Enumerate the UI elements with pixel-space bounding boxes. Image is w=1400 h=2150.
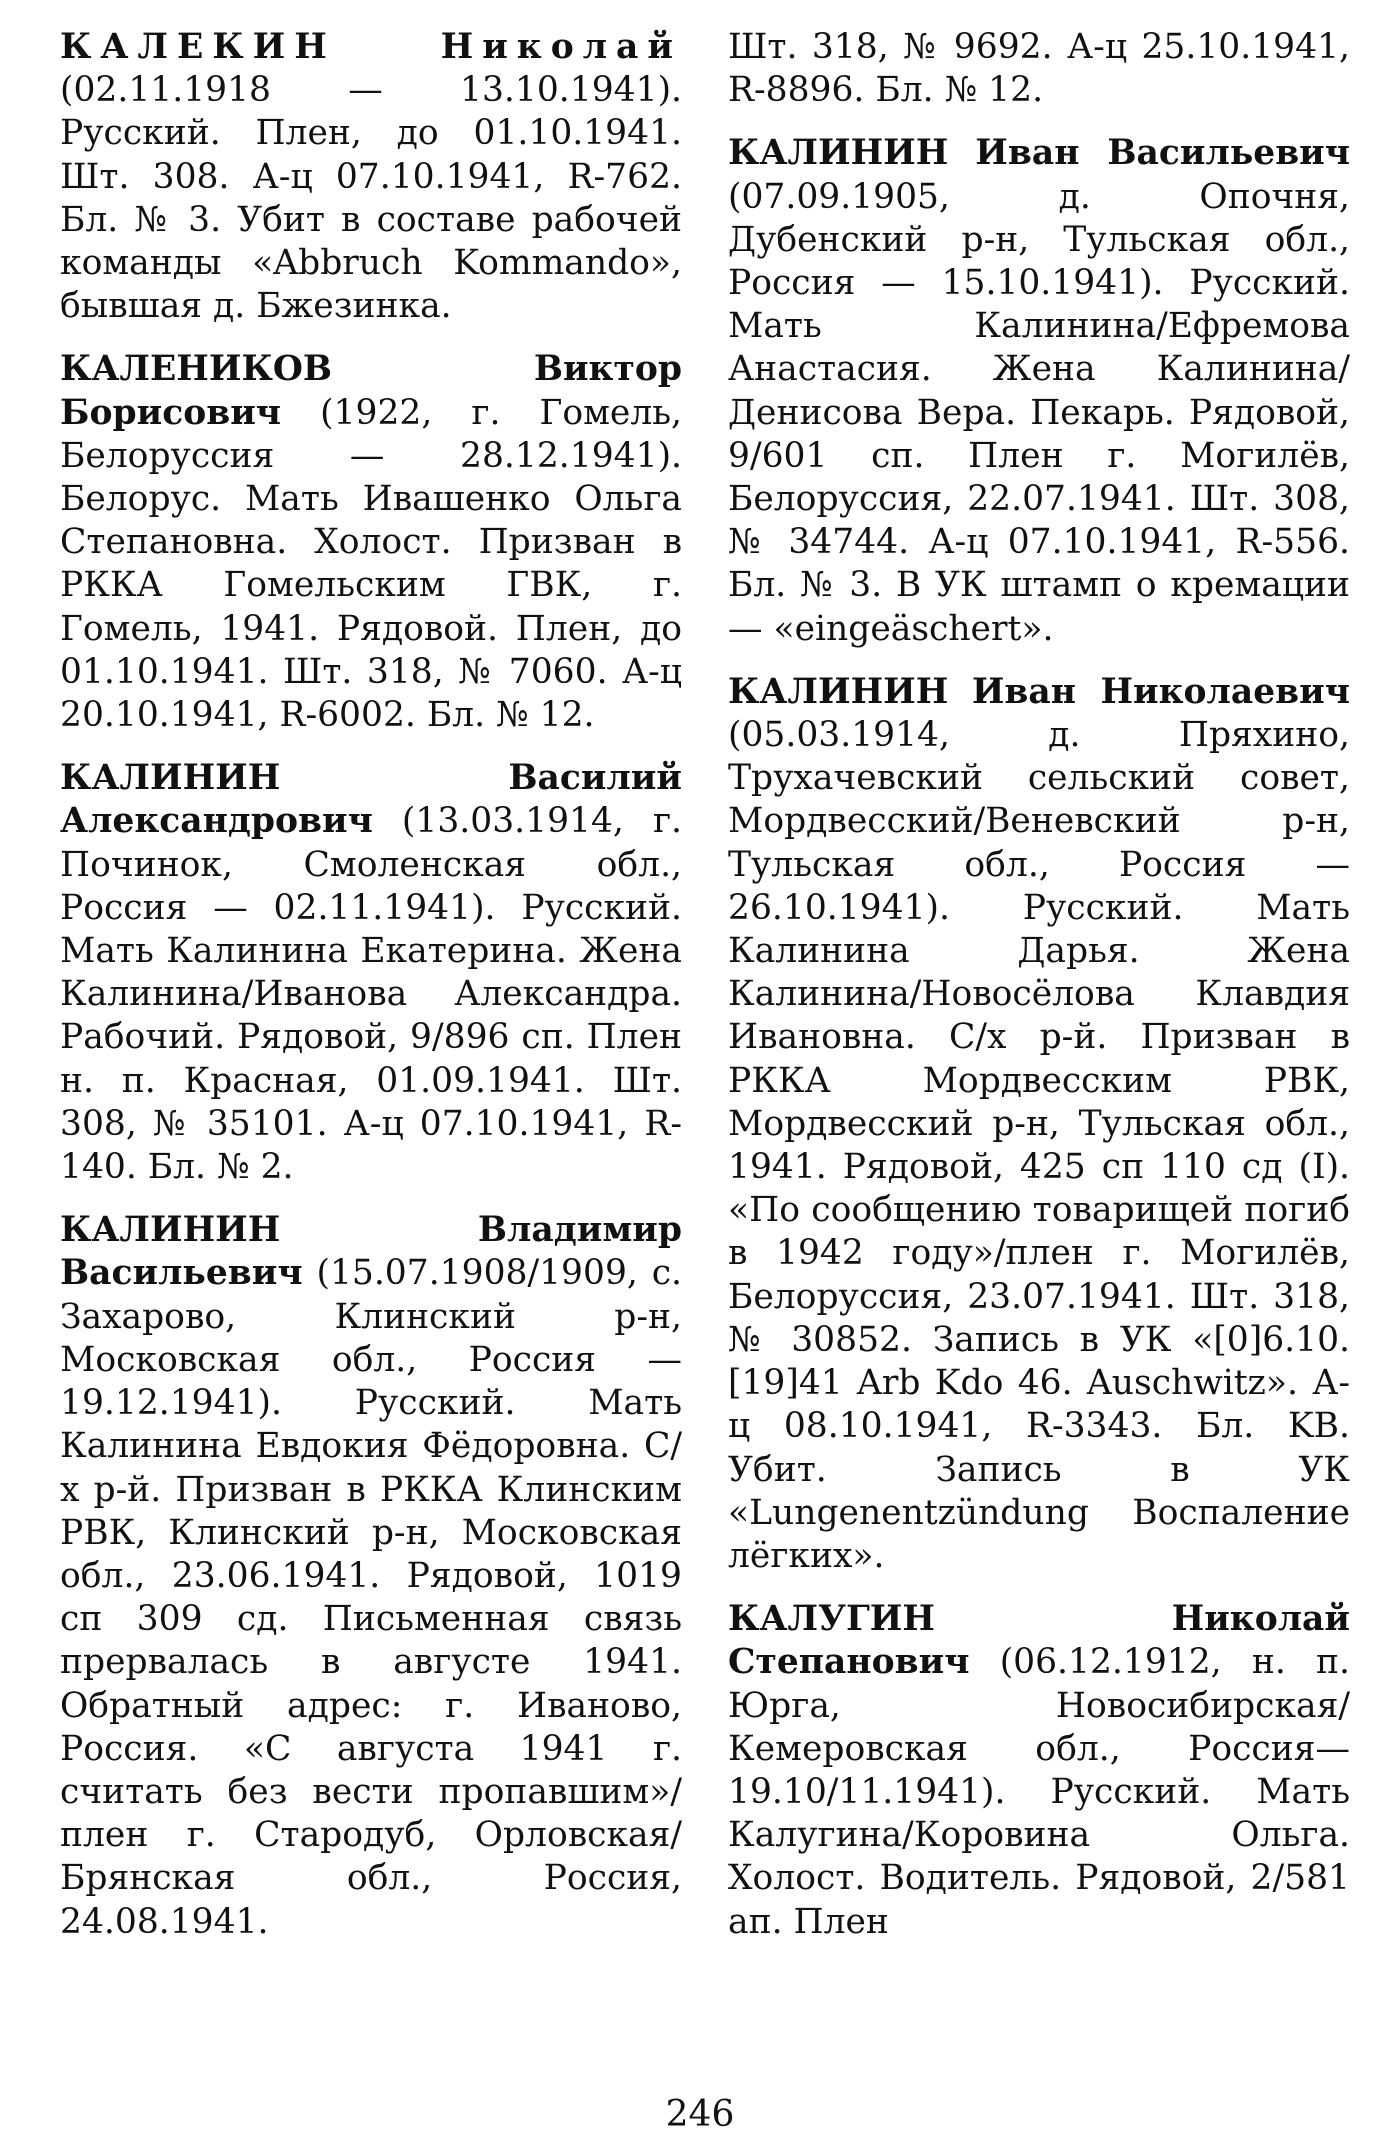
entry-given-name: Виктор Борисович <box>60 349 682 433</box>
entry-kalinin-vladimir <box>60 1209 682 1943</box>
entry-surname: КАЛИНИН <box>728 133 949 174</box>
entry-kalinin-vasily <box>60 757 682 1189</box>
entry-surname: КАЛИНИН <box>60 1210 281 1251</box>
entry-text: (02.11.1918 — 13.10.1941). Русский. Плен, до 01.10.1941. Шт. 308. А-ц 07.10.1941, R-762. Бл. № 3. Убит в составе рабочей команды «Abbruch Kommando», бывшая д. Бжезинка. <box>60 70 682 327</box>
entry-given-name: Иван Николаевич <box>971 671 1350 712</box>
right-column <box>728 26 1350 1964</box>
entry-kalekin <box>60 26 682 328</box>
entry-text: Шт. 318, № 9692. А-ц 25.10.1941, R-8896. Бл. № 12. <box>728 27 1350 111</box>
entry-given-name: Иван Васильевич <box>975 133 1350 174</box>
entry-kalenikov <box>60 348 682 737</box>
entry-given-name: Владимир Васильевич <box>60 1210 682 1294</box>
page-number: 246 <box>665 2094 735 2135</box>
entry-kalugin <box>728 1598 1350 1944</box>
entry-text: (05.03.1914, д. Пряхино, Трухачевский сельский совет, Мордвесский/Веневский р-н, Тульская обл., Россия — 26.10.1941). Русский. Мать Калинина Дарья. Жена Калинина/Новосёлова Клавдия Ивановна. С/х р-й. Призван в РККА Мордвесским РВК, Мордвесский р-н, Тульская обл., 1941. Рядовой, 425 сп 110 сд (I). «По сообщению товарищей погиб в 1942 году»/плен г. Могилёв, Белоруссия, 23.07.1941. Шт. 318, № 30852. Запись в УК «[0]6.10.[19]41 Arb Kdo 46. Auschwitz». А-ц 08.10.1941, R-3343. Бл. KB. Убит. Запись в УК «Lungenentzündung Воспаление лёгких». <box>728 715 1350 1576</box>
left-column <box>60 26 682 1964</box>
entry-text: (1922, г. Гомель, Белоруссия — 28.12.1941). Белорус. Мать Ивашенко Ольга Степановна. Холост. Призван в РККА Гомельским ГВК, г. Гомель, 1941. Рядовой. Плен, до 01.10.1941. Шт. 318, № 7060. А-ц 20.10.1941, R-6002. Бл. № 12. <box>60 392 683 736</box>
entry-surname: КАЛИНИН <box>728 671 949 712</box>
entry-given-name: Николай Степанович <box>728 1599 1350 1683</box>
entry-text: (15.07.1908/1909, с. Захарово, Клинский р-н, Московская обл., Россия — 19.12.1941). Русский. Мать Калинина Евдокия Фёдоровна. С/х р-й. Призван в РККА Клинским РВК, Клинский р-н, Московская обл., 23.06.1941. Рядовой, 1019 сп 309 сд. Письменная связь прервалась в августе 1941. Обратный адрес: г. Иваново, Россия. «С августа 1941 г. считать без вести пропавшим»/плен г. Стародуб, Орловская/Брянская обл., Россия, 24.08.1941. <box>60 1253 683 1942</box>
entry-text: (13.03.1914, г. Починок, Смоленская обл., Россия — 02.11.1941). Русский. Мать Калинина Екатерина. Жена Калинина/Иванова Александра. Рабочий. Рядовой, 9/896 сп. Плен н. п. Красная, 01.09.1941. Шт. 308, № 35101. А-ц 07.10.1941, R-140. Бл. № 2. <box>60 801 682 1188</box>
entry-surname: КАЛЕНИКОВ <box>60 349 333 390</box>
entry-given-name: Николай <box>440 27 682 67</box>
entry-surname: КАЛУГИН <box>728 1599 935 1640</box>
entry-text: (07.09.1905, д. Опочня, Дубенский р-н, Тульская обл., Россия — 15.10.1941). Русский. Мать Калинина/Ефремова Анастасия. Жена Калинина/Денисова Вера. Пекарь. Рядовой, 9/601 сп. Плен г. Могилёв, Белоруссия, 22.07.1941. Шт. 308, № 34744. А-ц 07.10.1941, R-556. Бл. № 3. В УК штамп о кремации — «eingeäschert». <box>728 176 1350 649</box>
entry-kalinin-ivan-vasilievich <box>728 132 1350 650</box>
entry-surname: КАЛЕКИН <box>60 27 336 67</box>
entry-text: (06.12.1912, н. п. Юрга, Новосибирская/Кемеровская обл., Россия— 19.10/11.1941). Русский. Мать Калугина/Коровина Ольга. Холост. Водитель. Рядовой, 2/581 ап. Плен <box>728 1642 1350 1942</box>
entry-given-name: Василий Александрович <box>60 758 682 842</box>
entry-surname: КАЛИНИН <box>60 758 281 799</box>
entry-continuation <box>728 26 1350 112</box>
entry-kalinin-ivan-nikolaevich <box>728 671 1350 1578</box>
